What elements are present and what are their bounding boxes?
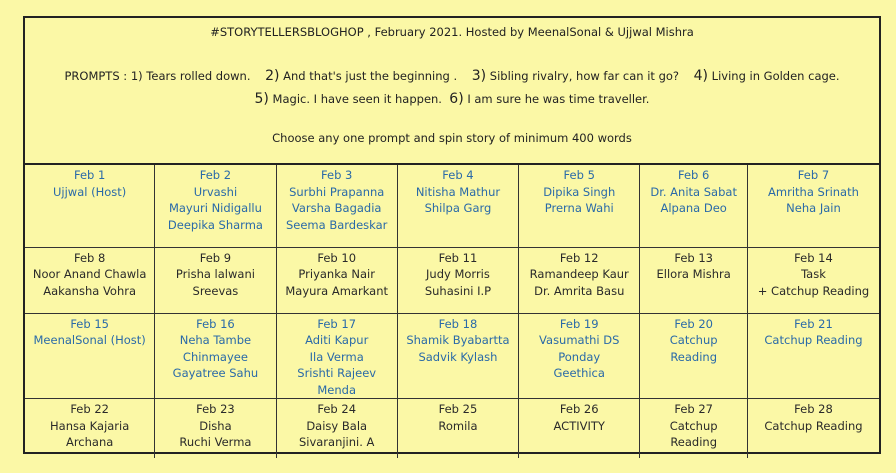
day-date: Feb 6 xyxy=(677,168,710,182)
calendar-day-cell xyxy=(519,313,640,399)
participant-name: Dr. Amrita Basu xyxy=(534,283,625,298)
prompts-line-2 xyxy=(25,91,879,107)
day-date: Feb 25 xyxy=(438,402,478,416)
participant-name: Dr. Anita Sabat xyxy=(650,184,737,199)
day-date: Feb 9 xyxy=(199,250,232,265)
calendar-day-cell xyxy=(25,164,155,247)
participant-name: Daisy Bala xyxy=(306,418,368,433)
participant-name: Sreevas xyxy=(192,283,239,298)
participant-name: Geethica xyxy=(553,366,605,380)
day-date: Feb 22 xyxy=(70,402,109,416)
calendar-day-cell xyxy=(397,164,518,247)
calendar-day-cell xyxy=(276,313,397,399)
participant-name: Catchup Reading xyxy=(764,333,863,347)
participant-name: Varsha Bagadia xyxy=(291,201,382,215)
calendar-day-cell xyxy=(519,399,640,458)
participant-name: Romila xyxy=(438,418,478,433)
participant-name: Nitisha Mathur xyxy=(415,184,501,199)
participant-name: Catchup xyxy=(669,418,718,433)
participant-name: Deepika Sharma xyxy=(167,217,263,232)
participant-name: Ellora Mishra xyxy=(656,267,731,281)
header-section xyxy=(25,18,879,163)
participant-name: Shilpa Garg xyxy=(424,201,492,215)
participant-name: Reading xyxy=(670,435,717,449)
calendar-day-cell xyxy=(747,164,879,247)
participant-name: Prerna Wahi xyxy=(544,201,614,215)
day-date: Feb 28 xyxy=(794,402,833,416)
day-date: Feb 13 xyxy=(674,250,713,265)
participant-name: Noor Anand Chawla xyxy=(32,267,147,281)
participant-name: Ujjwal (Host) xyxy=(53,184,127,199)
participant-name: Surbhi Prapanna xyxy=(289,184,385,199)
participant-name: Disha xyxy=(199,418,232,433)
calendar-day-cell xyxy=(276,164,397,247)
prompt-5: 5) Magic. I have seen it happen. xyxy=(254,91,442,107)
prompt-4: 4) Living in Golden cage. xyxy=(693,68,840,84)
day-date: Feb 7 xyxy=(797,168,830,182)
calendar-week-row xyxy=(25,399,879,458)
participant-name: Aakansha Vohra xyxy=(43,283,137,298)
participant-name: ACTIVITY xyxy=(553,418,605,433)
participant-name: Priyanka Nair xyxy=(298,267,375,281)
participant-name: Gayatree Sahu xyxy=(172,366,259,380)
calendar-day-cell xyxy=(397,313,518,399)
calendar-day-cell xyxy=(747,247,879,313)
participant-name: Neha Tambe xyxy=(179,333,252,347)
participant-name: Prisha lalwani xyxy=(175,267,255,281)
prompt-1: 1) Tears rolled down. xyxy=(130,69,251,83)
participant-name: Seema Bardeskar xyxy=(285,217,388,232)
participant-name: Aditi Kapur xyxy=(305,333,369,347)
participant-name: Hansa Kajaria xyxy=(50,418,130,433)
day-date: Feb 21 xyxy=(794,316,833,331)
participant-name: Ruchi Verma xyxy=(179,435,252,449)
instruction-text: Choose any one prompt and spin story of minimum 400 words xyxy=(272,131,632,145)
calendar-day-cell xyxy=(519,164,640,247)
participant-name: Archana xyxy=(65,435,114,449)
calendar-day-cell xyxy=(276,247,397,313)
participant-name: Shamik Byabartta xyxy=(406,333,510,347)
calendar-week-row xyxy=(25,164,879,247)
calendar-day-cell xyxy=(155,313,276,399)
day-date: Feb 26 xyxy=(559,402,599,416)
participant-name: Srishti Rajeev xyxy=(297,366,377,380)
day-date: Feb 19 xyxy=(559,316,599,331)
calendar-day-cell xyxy=(25,247,155,313)
day-date: Feb 27 xyxy=(674,402,713,416)
day-date: Feb 5 xyxy=(563,168,595,182)
calendar-day-cell xyxy=(155,399,276,458)
prompt-3: 3) Sibling rivalry, how far can it go? xyxy=(471,68,680,84)
participant-name: Urvashi xyxy=(193,184,238,199)
schedule-frame xyxy=(23,16,881,454)
participant-name: Amritha Srinath xyxy=(768,184,859,199)
participant-name: Vasumathi DS xyxy=(539,333,620,347)
participant-name: Ila Verma xyxy=(309,349,364,364)
calendar-day-cell xyxy=(25,313,155,399)
calendar-day-cell xyxy=(397,247,518,313)
calendar-day-cell xyxy=(519,247,640,313)
day-date: Feb 15 xyxy=(70,316,109,331)
day-date: Feb 14 xyxy=(794,250,833,265)
participant-name: Catchup xyxy=(669,333,718,347)
calendar-day-cell xyxy=(640,164,748,247)
participant-name: Dipika Singh xyxy=(543,184,616,199)
day-date: Feb 24 xyxy=(317,402,357,416)
participant-name: Catchup Reading xyxy=(764,418,863,433)
day-date: Feb 11 xyxy=(438,250,478,265)
participant-name: Judy Morris xyxy=(426,267,490,281)
day-date: Feb 2 xyxy=(199,168,232,182)
participant-name: Neha Jain xyxy=(786,201,841,215)
participant-name: Sadvik Kylash xyxy=(418,349,498,364)
day-date: Feb 16 xyxy=(196,316,235,331)
prompt-6: 6) I am sure he was time traveller. xyxy=(449,91,650,107)
day-date: Feb 18 xyxy=(438,316,478,331)
calendar-day-cell xyxy=(397,399,518,458)
calendar-table xyxy=(25,163,879,458)
calendar-day-cell xyxy=(640,399,748,458)
participant-name: Menda xyxy=(317,382,357,397)
day-date: Feb 1 xyxy=(73,168,106,182)
calendar-week-row xyxy=(25,313,879,399)
participant-name: Ramandeep Kaur xyxy=(529,267,629,281)
day-date: Feb 8 xyxy=(73,250,106,265)
day-date: Feb 20 xyxy=(674,316,713,331)
participant-name: Mayura Amarkant xyxy=(285,283,389,298)
participant-name: Sivaranjini. A xyxy=(298,435,375,449)
calendar-day-cell xyxy=(640,247,748,313)
participant-name: Task xyxy=(801,267,826,281)
day-date: Feb 23 xyxy=(196,402,235,416)
calendar-day-cell xyxy=(155,164,276,247)
calendar-day-cell xyxy=(747,399,879,458)
day-date: Feb 17 xyxy=(317,316,357,331)
participant-name: Mayuri Nidigallu xyxy=(168,201,262,215)
participant-name: + Catchup Reading xyxy=(757,283,870,298)
calendar-day-cell xyxy=(276,399,397,458)
calendar-week-row xyxy=(25,247,879,313)
calendar-day-cell xyxy=(25,399,155,458)
day-date: Feb 10 xyxy=(317,250,357,265)
participant-name: Suhasini I.P xyxy=(424,283,492,298)
participant-name: MeenalSonal (Host) xyxy=(33,333,146,347)
prompts-line-1 xyxy=(25,68,879,84)
prompt-2: 2) And that's just the beginning . xyxy=(265,68,458,84)
day-date: Feb 12 xyxy=(559,250,599,265)
calendar-day-cell xyxy=(747,313,879,399)
day-date: Feb 3 xyxy=(321,168,353,182)
day-date: Feb 4 xyxy=(442,168,474,182)
participant-name: Reading xyxy=(670,349,717,364)
page-title: #STORYTELLERSBLOGHOP , February 2021. Hosted by MeenalSonal & Ujjwal Mishra xyxy=(210,25,694,39)
calendar-day-cell xyxy=(640,313,748,399)
participant-name: Ponday xyxy=(558,349,601,364)
participant-name: Alpana Deo xyxy=(660,201,727,215)
participant-name: Chinmayee xyxy=(182,349,248,364)
prompts-label: PROMPTS : xyxy=(64,69,131,83)
calendar-day-cell xyxy=(155,247,276,313)
